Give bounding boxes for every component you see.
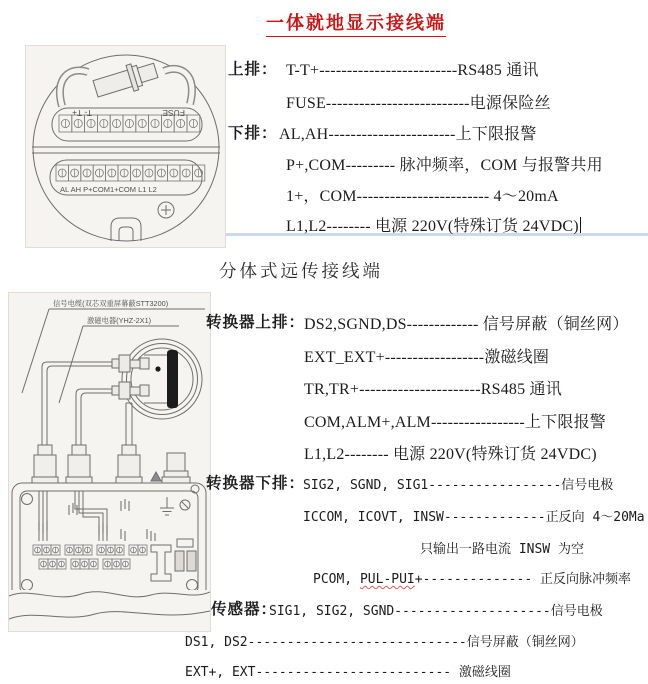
bolt-icon bbox=[92, 58, 160, 102]
integrated-bottom-row-label: 下排： bbox=[228, 125, 278, 142]
terminal-label-t-minus-t-plus: T- T+ bbox=[72, 108, 92, 118]
converter-top-row-label: 转换器上排： bbox=[206, 314, 306, 331]
signal-cable-label: 信号电缆(双芯双重屏幕蔽STT3200) bbox=[53, 299, 169, 308]
integrated-terminal-diagram bbox=[25, 45, 226, 248]
integrated-line-rs485: T-T+-------------------------RS485 通讯 bbox=[286, 62, 539, 79]
terminal-label-bottom-row: AL AH P+COM1+COM L1 L2 bbox=[60, 185, 157, 194]
junction-box-drawing bbox=[9, 293, 210, 631]
pulse-prefix: PCOM, bbox=[313, 572, 360, 587]
remote-line-electrode: SIG2, SGND, SIG1-----------------信号电极 bbox=[303, 478, 614, 493]
remote-line-alarm: COM,ALM+,ALM-----------------上下限报警 bbox=[304, 414, 606, 431]
remote-line-insw-note: 只输出一路电流 INSW 为空 bbox=[420, 542, 584, 557]
integrated-power-text: L1,L2-------- 电源 220V(特殊订货 24VDC) bbox=[286, 218, 579, 235]
excitation-cable-label: 激磁电器(YHZ-2X1) bbox=[87, 316, 152, 325]
pulse-suffix: +-------------- 正反向脉冲频率 bbox=[414, 572, 631, 587]
round-terminal-plate-drawing bbox=[26, 46, 225, 247]
remote-line-excite: EXT_EXT+------------------激磁线圈 bbox=[304, 349, 550, 366]
remote-line-shield: DS2,SGND,DS------------- 信号屏蔽（铜丝网） bbox=[304, 316, 629, 333]
integrated-top-row-label: 上排： bbox=[228, 61, 278, 78]
sensor-line-shield: DS1, DS2----------------------------信号屏蔽（铜丝网） bbox=[185, 635, 584, 650]
remote-section-title: 分体式远传接线端 bbox=[219, 261, 383, 281]
pulse-spellcheck-word: PUL-PUI bbox=[359, 572, 415, 587]
integrated-line-4-20ma: 1+，COM------------------------ 4～20mA bbox=[286, 188, 559, 205]
integrated-line-alarm: AL,AH-----------------------上下限报警 bbox=[279, 126, 537, 143]
ground-symbol bbox=[160, 497, 174, 515]
text-cursor bbox=[580, 217, 582, 233]
sensor-label: 传感器： bbox=[211, 601, 278, 618]
integrated-line-pulse: P+,COM--------- 脉冲频率，COM 与报警共用 bbox=[286, 157, 603, 174]
integrated-line-fuse: FUSE--------------------------电源保险丝 bbox=[286, 95, 551, 112]
remote-terminal-diagram bbox=[8, 292, 211, 632]
converter-bottom-row-label: 转换器下排： bbox=[206, 475, 306, 492]
integrated-line-power bbox=[286, 213, 581, 236]
page-title: 一体就地显示接线端 bbox=[266, 9, 446, 37]
remote-line-pulse bbox=[313, 568, 631, 587]
sensor-line-electrode: SIG1, SIG2, SGND--------------------信号电极 bbox=[269, 604, 603, 619]
remote-line-current: ICCOM, ICOVT, INSW-------------正反向 4～20Ma bbox=[303, 510, 645, 525]
remote-line-rs485: TR,TR+----------------------RS485 通讯 bbox=[304, 381, 562, 398]
terminal-label-fuse: FUSE bbox=[162, 108, 185, 118]
remote-line-power: L1,L2-------- 电源 220V(特殊订货 24VDC) bbox=[304, 446, 597, 463]
sensor-line-excite: EXT+, EXT------------------------- 激磁线圈 bbox=[185, 665, 511, 680]
